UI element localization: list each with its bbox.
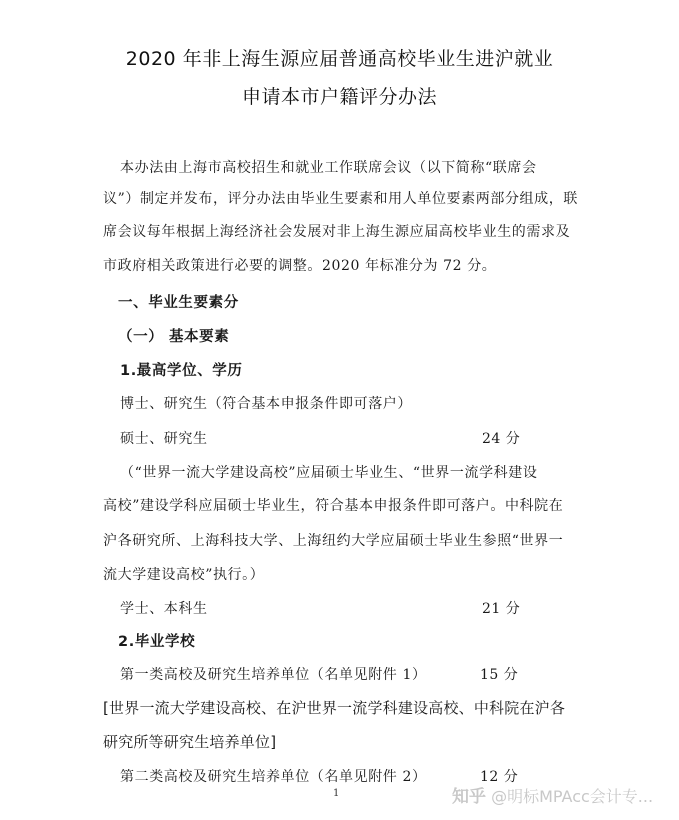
item-heading-graduate-school: 2.毕业学校	[118, 634, 196, 650]
intro-paragraph-line-2: 议”）制定并发布，评分办法由毕业生要素和用人单位要素两部分组成，联	[103, 191, 578, 207]
doctor-line: 博士、研究生（符合基本申报条件即可落户）	[120, 396, 412, 412]
master-score: 24 分	[482, 431, 521, 447]
master-note-line-1: （“世界一流大学建设高校”应届硕士毕业生、“世界一流学科建设	[120, 465, 538, 481]
school-category-1-note-line-2: 研究所等研究生培养单位]	[103, 733, 277, 751]
intro-paragraph-line-3: 席会议每年根据上海经济社会发展对非上海生源应届高校毕业生的需求及	[103, 224, 571, 240]
bachelor-line: 学士、本科生	[120, 601, 208, 617]
subsection-heading-basic-factors: （一） 基本要素	[118, 329, 230, 345]
master-line: 硕士、研究生	[120, 431, 208, 447]
intro-paragraph-line-4: 市政府相关政策进行必要的调整。2020 年标准分为 72 分。	[103, 258, 497, 274]
school-category-1-score: 15 分	[480, 667, 519, 683]
school-category-2-line: 第二类高校及研究生培养单位（名单见附件 2）	[120, 769, 427, 785]
bachelor-score: 21 分	[482, 601, 521, 617]
school-category-1-line: 第一类高校及研究生培养单位（名单见附件 1）	[120, 667, 427, 683]
master-note-line-4: 流大学建设高校”执行。）	[103, 567, 265, 583]
master-note-line-2: 高校”建设学科应届硕士毕业生，符合基本申报条件即可落户。中科院在	[103, 498, 564, 514]
school-category-1-note-line-1: [世界一流大学建设高校、在沪世界一流学科建设高校、中科院在沪各	[103, 699, 566, 717]
document-title-line-2: 申请本市户籍评分办法	[241, 86, 437, 108]
section-heading-graduate-factors: 一、毕业生要素分	[118, 295, 239, 311]
page-number: 1	[333, 788, 340, 799]
document-title-line-1: 2020 年非上海生源应届普通高校毕业生进沪就业	[125, 48, 554, 70]
master-note-line-3: 沪各研究所、上海科技大学、上海纽约大学应届硕士毕业生参照“世界一	[103, 533, 564, 549]
school-category-2-score: 12 分	[480, 769, 519, 785]
intro-paragraph-line-1: 本办法由上海市高校招生和就业工作联席会议（以下简称“联席会	[120, 160, 537, 176]
item-heading-highest-degree: 1.最高学位、学历	[120, 363, 243, 379]
watermark-author: @明标MPAcc会计专...	[491, 787, 654, 806]
zhihu-watermark	[452, 782, 653, 807]
watermark-platform: 知乎	[452, 787, 486, 807]
